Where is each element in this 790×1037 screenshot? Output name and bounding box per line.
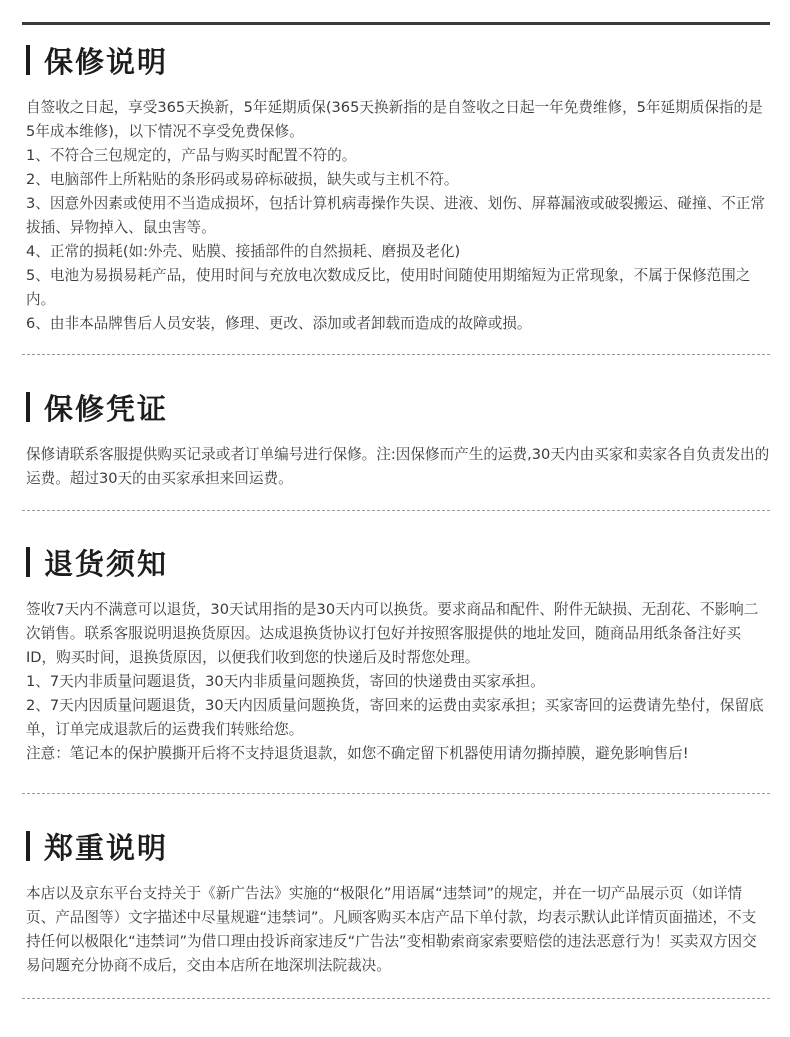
heading-accent-bar [26, 547, 30, 577]
section-warranty-voucher [22, 387, 770, 491]
paragraph: 保修请联系客服提供购买记录或者订单编号进行保修。注:因保修而产生的运费,30天内由买家和卖家各自负责发出的运费。超过30天的由买家承担来回运费。 [26, 446, 770, 487]
section-return-notice [22, 542, 770, 766]
section-heading [22, 542, 770, 582]
top-rule [22, 22, 770, 25]
section-solemn-statement [22, 826, 770, 978]
paragraph: 6、由非本品牌售后人员安装，修理、更改、添加或者卸载而造成的故障或损。 [26, 315, 532, 332]
paragraph: 自签收之日起，享受365天换新，5年延期质保(365天换新指的是自签收之日起一年免费维修，5年延期质保指的是5年成本维修)，以下情况不享受免费保修。 [26, 99, 763, 140]
section-divider [22, 998, 770, 999]
paragraph: 注意：笔记本的保护膜撕开后将不支持退货退款，如您不确定留下机器使用请勿撕掉膜，避免影响售后! [26, 745, 689, 762]
paragraph: 5、电池为易损易耗产品，使用时间与充放电次数成反比，使用时间随使用期缩短为正常现象，不属于保修范围之内。 [26, 267, 751, 308]
paragraph: 2、电脑部件上所粘贴的条形码或易碎标破损，缺失或与主机不符。 [26, 171, 459, 188]
section-body [22, 598, 770, 766]
heading-accent-bar [26, 831, 30, 861]
paragraph: 4、正常的损耗(如:外壳、贴膜、接插部件的自然损耗、磨损及老化) [26, 243, 461, 260]
section-title: 郑重说明 [44, 830, 169, 865]
paragraph: 签收7天内不满意可以退货，30天试用指的是30天内可以换货。要求商品和配件、附件无缺损、无刮花、不影响二次销售。联系客服说明退换货原因。达成退换货协议打包好并按照客服提供的地址发回，随商品用纸条备注好买ID，购买时间，退换货原因，以便我们收到您的快递后及时帮您处理。 [26, 601, 759, 666]
section-heading [22, 40, 770, 80]
paragraph: 1、不符合三包规定的，产品与购买时配置不符的。 [26, 147, 357, 164]
section-title: 退货须知 [44, 546, 169, 581]
section-divider [22, 354, 770, 355]
paragraph: 2、7天内因质量问题退货，30天内因质量问题换货，寄回来的运费由卖家承担；买家寄回的运费请先垫付，保留底单，订单完成退款后的运费我们转账给您。 [26, 697, 764, 738]
section-divider [22, 793, 770, 794]
section-body [22, 882, 770, 978]
heading-accent-bar [26, 392, 30, 422]
section-title: 保修凭证 [44, 391, 169, 426]
section-heading [22, 826, 770, 866]
paragraph: 1、7天内非质量问题退货，30天内非质量问题换货，寄回的快递费由买家承担。 [26, 673, 545, 690]
section-body [22, 443, 770, 491]
paragraph: 3、因意外因素或使用不当造成损坏，包括计算机病毒操作失误、进液、划伤、屏幕漏液或破裂搬运、碰撞、不正常拔插、异物掉入、鼠虫害等。 [26, 195, 765, 236]
section-heading [22, 387, 770, 427]
section-warranty-description [22, 40, 770, 336]
section-title: 保修说明 [44, 44, 169, 79]
section-body [22, 96, 770, 336]
heading-accent-bar [26, 45, 30, 75]
paragraph: 本店以及京东平台支持关于《新广告法》实施的“极限化”用语属“违禁词”的规定，并在一切产品展示页（如详情页、产品图等）文字描述中尽量规避“违禁词”。凡顾客购买本店产品下单付款，均表示默认此详情页面描述，不支持任何以极限化“违禁词”为借口理由投诉商家违反“广告法”变相勒索商家索要赔偿的违法恶意行为！买卖双方因交易问题充分协商不成后，交由本店所在地深圳法院裁决。 [26, 885, 757, 974]
section-divider [22, 510, 770, 511]
